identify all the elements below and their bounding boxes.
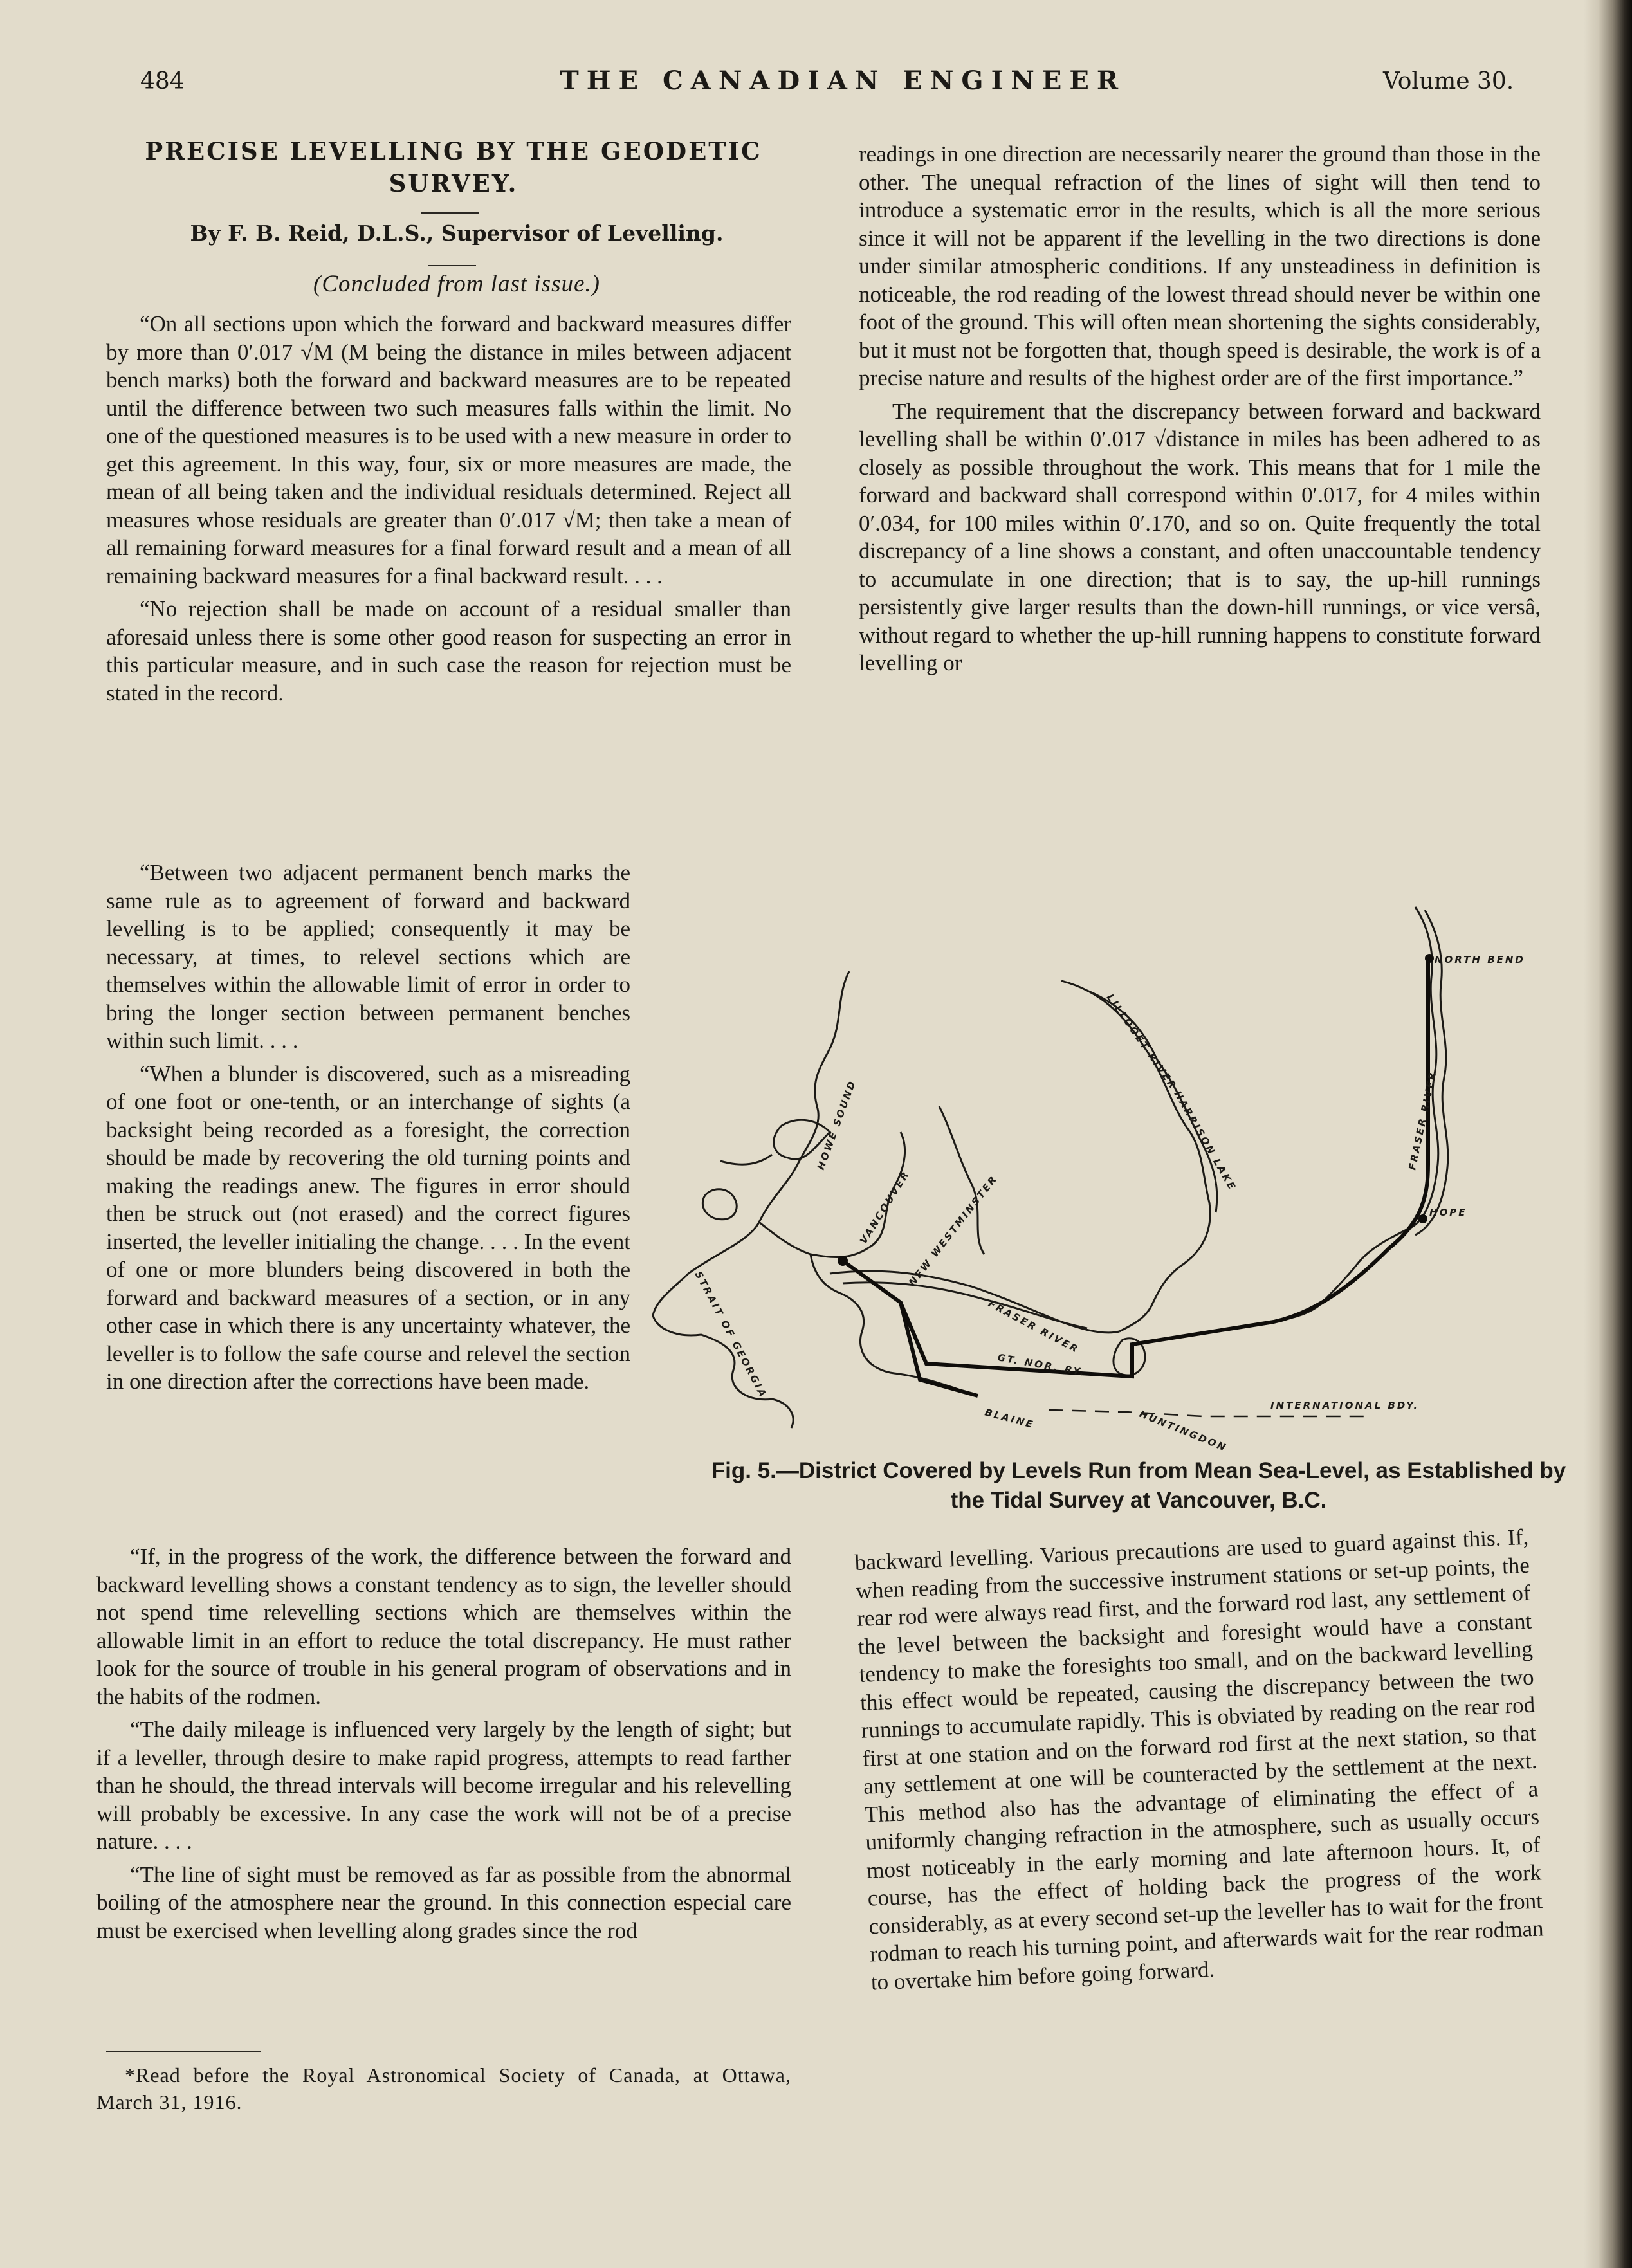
label-vancouver: VANCOUVER	[857, 1168, 912, 1247]
figure-caption: Fig. 5.—District Covered by Levels Run from Mean Sea-Level, as Established by the Tidal Survey at Vancouver, B.C.	[711, 1458, 1566, 1513]
figure-map	[637, 862, 1537, 1454]
paragraph: “If, in the progress of the work, the difference between the forward and backward levelling shows a constant tendency as to sign, the leveller should not spend time relevelling sections which are themselves within the allowable limit in an effort to reduce the total discrepancy. He must rather look for the source of trouble in his general program of observations and in the habits of the rodmen.	[96, 1544, 791, 1709]
label-howe-sound: HOWE SOUND	[814, 1078, 859, 1172]
label-lillooet-river: LILLOOET RIVER	[1104, 991, 1180, 1092]
left-column-top	[106, 310, 791, 707]
volume-label: Volume 30.	[1383, 68, 1514, 95]
journal-title: THE CANADIAN ENGINEER	[560, 66, 1126, 96]
title-rule	[421, 212, 479, 214]
page-edge-shadow	[1584, 0, 1632, 2268]
paragraph: readings in one direction are necessarily nearer the ground than those in the other. The unequal refraction of the lines of sight will then tend to introduce a systematic error in the results, which is all the more serious since it will not be apparent if the levelling in the two directions is done under similar atmospheric conditions. If any unsteadiness in definition is noticeable, the rod reading of the lowest thread should never be within one foot of the ground. This will often mean shortening the sights considerably, but it must not be forgotten that, though speed is desirable, the work is of a precise nature and results of the highest order are of the first importance.”	[859, 142, 1541, 390]
map-drawing	[637, 862, 1537, 1454]
article-title: PRECISE LEVELLING BY THE GEODETIC SURVEY.	[145, 137, 762, 197]
label-gt-nor-ry: GT. NOR. RY.	[996, 1351, 1087, 1379]
paragraph: “When a blunder is discovered, such as a misreading of one foot or one-tenth, or an interchange of sights (a backsight being recorded as a foresight, the correction should be made by recovering the old turning points and making the readings anew. The figures in error should then be struck out (not erased) and the correct figures inserted, the leveller initialing the change. . . . In the event of one or more blunders being discovered in both the forward and backward measures of a section, or in any other case in which there is any uncertainty whatever, the leveller is to follow the safe course and relevel the section in one direction after the corrections have been made.	[106, 1061, 630, 1394]
island-shape	[702, 1189, 737, 1220]
paragraph: “Between two adjacent permanent bench marks the same rule as to agreement of forward and backward levelling is to be applied; consequently it may be necessary, at times, to relevel sections which are themselves within the allowable limit of error in order to bring the longer section between permanent benches within such limit. . . .	[106, 860, 630, 1053]
label-north-bend: NORTH BEND	[1435, 954, 1525, 965]
coastline-west	[688, 971, 849, 1274]
label-huntingdon: HUNTINGDON	[1137, 1408, 1229, 1454]
shoreline	[720, 1155, 772, 1164]
right-column-bottom	[854, 1523, 1545, 1997]
byline-rule	[428, 265, 476, 266]
footnote-rule	[106, 2051, 261, 2052]
label-fraser-river-upper: FRASER RIVER	[1406, 1069, 1439, 1171]
paragraph: “The daily mileage is influenced very largely by the length of sight; but if a leveller, through desire to make rapid progress, attempts to read farther than he should, the thread intervals will become irregular and his relevelling will probably be excessive. In any case the work will not be of a precise nature. . . .	[96, 1717, 791, 1854]
footnote-text: *Read before the Royal Astronomical Society of Canada, at Ottawa, March 31, 1916.	[96, 2063, 791, 2114]
byline: By F. B. Reid, D.L.S., Supervisor of Levelling.	[190, 221, 724, 246]
harrison-lake	[1087, 991, 1217, 1212]
label-blaine: BLAINE	[983, 1406, 1036, 1431]
label-new-westminster: NEW WESTMINSTER	[906, 1173, 1000, 1288]
page-header	[0, 64, 1570, 109]
footnote	[96, 2062, 791, 2116]
north-bend-point	[1425, 954, 1434, 963]
label-harrison-lake: HARRISON LAKE	[1171, 1089, 1239, 1193]
concluded-note: (Concluded from last issue.)	[313, 271, 600, 297]
label-hope: HOPE	[1429, 1207, 1467, 1218]
left-column-middle	[106, 859, 630, 1396]
right-column-top	[859, 140, 1541, 677]
label-fraser-river: FRASER RIVER	[986, 1297, 1081, 1356]
label-strait-georgia: STRAIT OF GEORGIA	[692, 1269, 770, 1400]
left-column-bottom	[96, 1542, 791, 1944]
paragraph: “The line of sight must be removed as far as possible from the abnormal boiling of the atmosphere near the ground. In this connection especial care must be exercised when levelling along grades since the rod	[96, 1861, 791, 1943]
paragraph: The requirement that the discrepancy between forward and backward levelling shall be within 0′.017 √distance in miles has been adhered to as closely as possible throughout the work. This means that for 1 mile the forward and backward shall correspond within 0′.017, for 4 miles within 0′.034, for 100 miles within 0′.170, and so on. Quite frequently the total discrepancy of a line shows a constant, and often unaccountable tendency to accumulate in one direction; that is to say, the up-hill runnings persistently give larger results than the down-hill runnings, or vice versâ, without regard to whether the up-hill running happens to constitute forward levelling or	[859, 398, 1541, 675]
label-international-bdy: INTERNATIONAL BDY.	[1270, 1400, 1420, 1411]
coastline-southwest	[653, 1274, 793, 1428]
hope-point	[1418, 1214, 1427, 1223]
vancouver-point	[838, 1256, 848, 1266]
shoreline	[811, 1254, 958, 1389]
paragraph: “On all sections upon which the forward and backward measures differ by more than 0′.017 √M (M being the distance in miles between adjacent bench marks) both the forward and backward measures are to be repeated until the difference between two such measures falls within the limit. No one of the questioned measures is to be used with a new measure in order to get this agreement. In this way, four, six or more measures are made, the mean of all being taken and the individual residuals determined. Reject all measures whose residuals are greater than 0′.017 √M; then take a mean of all remaining forward measures for a final forward result and a mean of all remaining backward measures for a final backward result. . . .	[106, 311, 791, 589]
paragraph: “No rejection shall be made on account of a residual smaller than aforesaid unless there is some other good reason for suspecting an error in this particular measure, and in such case the reason for rejection must be stated in the record.	[106, 596, 791, 706]
levelling-line	[901, 958, 1428, 1379]
paragraph: backward levelling. Various precautions are used to guard against this. If, when reading from the successive instrument stations or set-up points, the rear rod were always read first, and the forward rod last, any settlement of the level between the backsight and foresight would have a constant tendency to make the foresights too small, and on the backward levelling this effect would be repeated, causing the discrepancy between the two runnings to accumulate rapidly. This is obviated by reading on the rear rod first at one station and on the forward rod first at the next station, so that any settlement at one will be counteracted by the settlement at the next. This method also has the advantage of eliminating the effect of a uniformly changing refraction in the atmosphere, such as usually occurs most noticeably in the early morning and late afternoon hours. It, of course, has the effect of holding back the progress of the work considerably, as at every second set-up the leveller has to wait for the front rodman to reach his turning point, and afterwards wait for the rear rodman to overtake him before going forward.	[854, 1524, 1545, 1995]
fraser-river-upper	[1274, 907, 1438, 1322]
fraser-river	[830, 1271, 1119, 1333]
page-number: 484	[140, 68, 185, 95]
